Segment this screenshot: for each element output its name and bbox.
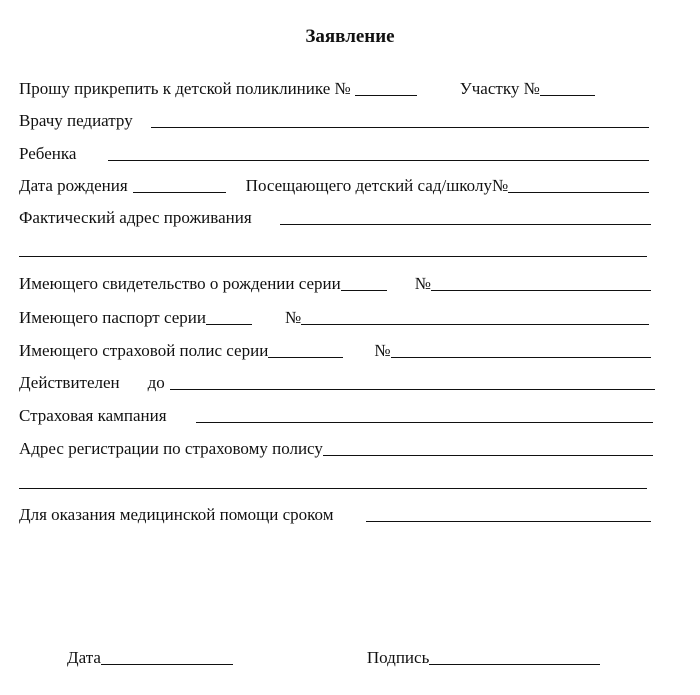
passport-number-field[interactable] bbox=[301, 304, 649, 325]
birthdate-label: Дата рождения bbox=[19, 176, 128, 195]
insurer-row bbox=[19, 404, 659, 426]
birth-cert-row bbox=[19, 272, 659, 294]
valid-until-field[interactable] bbox=[170, 369, 655, 390]
address-continuation-row bbox=[19, 238, 659, 260]
doctor-label: Врачу педиатру bbox=[19, 111, 133, 130]
child-row bbox=[19, 142, 659, 164]
insurance-series-field[interactable] bbox=[268, 337, 343, 358]
passport-label: Имеющего паспорт серии bbox=[19, 308, 206, 327]
address-label: Фактический адрес проживания bbox=[19, 208, 252, 227]
birth-cert-series-field[interactable] bbox=[341, 270, 387, 291]
period-field[interactable] bbox=[366, 501, 651, 522]
insurance-row bbox=[19, 339, 659, 361]
date-label: Дата bbox=[67, 648, 101, 667]
reg-address-continuation-field[interactable] bbox=[19, 468, 647, 489]
section-label: Участку № bbox=[459, 79, 540, 98]
birthdate-row bbox=[19, 174, 659, 196]
kindergarten-field[interactable] bbox=[508, 172, 649, 193]
birth-cert-no-label: № bbox=[414, 274, 431, 293]
insurer-label: Страховая кампания bbox=[19, 406, 167, 425]
insurance-number-field[interactable] bbox=[391, 337, 651, 358]
valid-label: Действителен bbox=[19, 373, 120, 392]
signature-label: Подпись bbox=[366, 648, 430, 667]
period-row bbox=[19, 503, 659, 525]
passport-series-field[interactable] bbox=[206, 304, 252, 325]
section-number-field[interactable] bbox=[540, 75, 595, 96]
insurer-field[interactable] bbox=[196, 402, 653, 423]
period-label: Для оказания медицинской помощи сроком bbox=[19, 505, 334, 524]
doctor-field[interactable] bbox=[151, 107, 649, 128]
footer-row bbox=[19, 646, 659, 668]
address-row bbox=[19, 206, 659, 228]
valid-row bbox=[19, 371, 659, 393]
insurance-no-label: № bbox=[374, 341, 391, 360]
page-title: Заявление bbox=[305, 26, 395, 47]
kindergarten-label: Посещающего детский сад/школу№ bbox=[245, 176, 509, 195]
doctor-row bbox=[19, 109, 659, 131]
clinic-row bbox=[19, 77, 659, 99]
date-field[interactable] bbox=[101, 644, 233, 665]
signature-field[interactable] bbox=[429, 644, 600, 665]
birth-cert-number-field[interactable] bbox=[431, 270, 651, 291]
reg-address-field[interactable] bbox=[323, 435, 653, 456]
valid-until-label: до bbox=[147, 373, 165, 392]
address-continuation-field[interactable] bbox=[19, 236, 647, 257]
clinic-label: Прошу прикрепить к детской поликлинике № bbox=[19, 79, 351, 98]
passport-row bbox=[19, 306, 659, 328]
address-field[interactable] bbox=[280, 204, 651, 225]
reg-address-row bbox=[19, 437, 659, 459]
clinic-number-field[interactable] bbox=[355, 75, 417, 96]
child-label: Ребенка bbox=[19, 144, 77, 163]
reg-address-label: Адрес регистрации по страховому полису bbox=[19, 439, 323, 458]
birth-cert-label: Имеющего свидетельство о рождении серии bbox=[19, 274, 341, 293]
passport-no-label: № bbox=[284, 308, 302, 327]
child-field[interactable] bbox=[108, 140, 649, 161]
insurance-label: Имеющего страховой полис серии bbox=[19, 341, 269, 360]
reg-address-continuation-row bbox=[19, 470, 659, 492]
birthdate-field[interactable] bbox=[133, 172, 226, 193]
